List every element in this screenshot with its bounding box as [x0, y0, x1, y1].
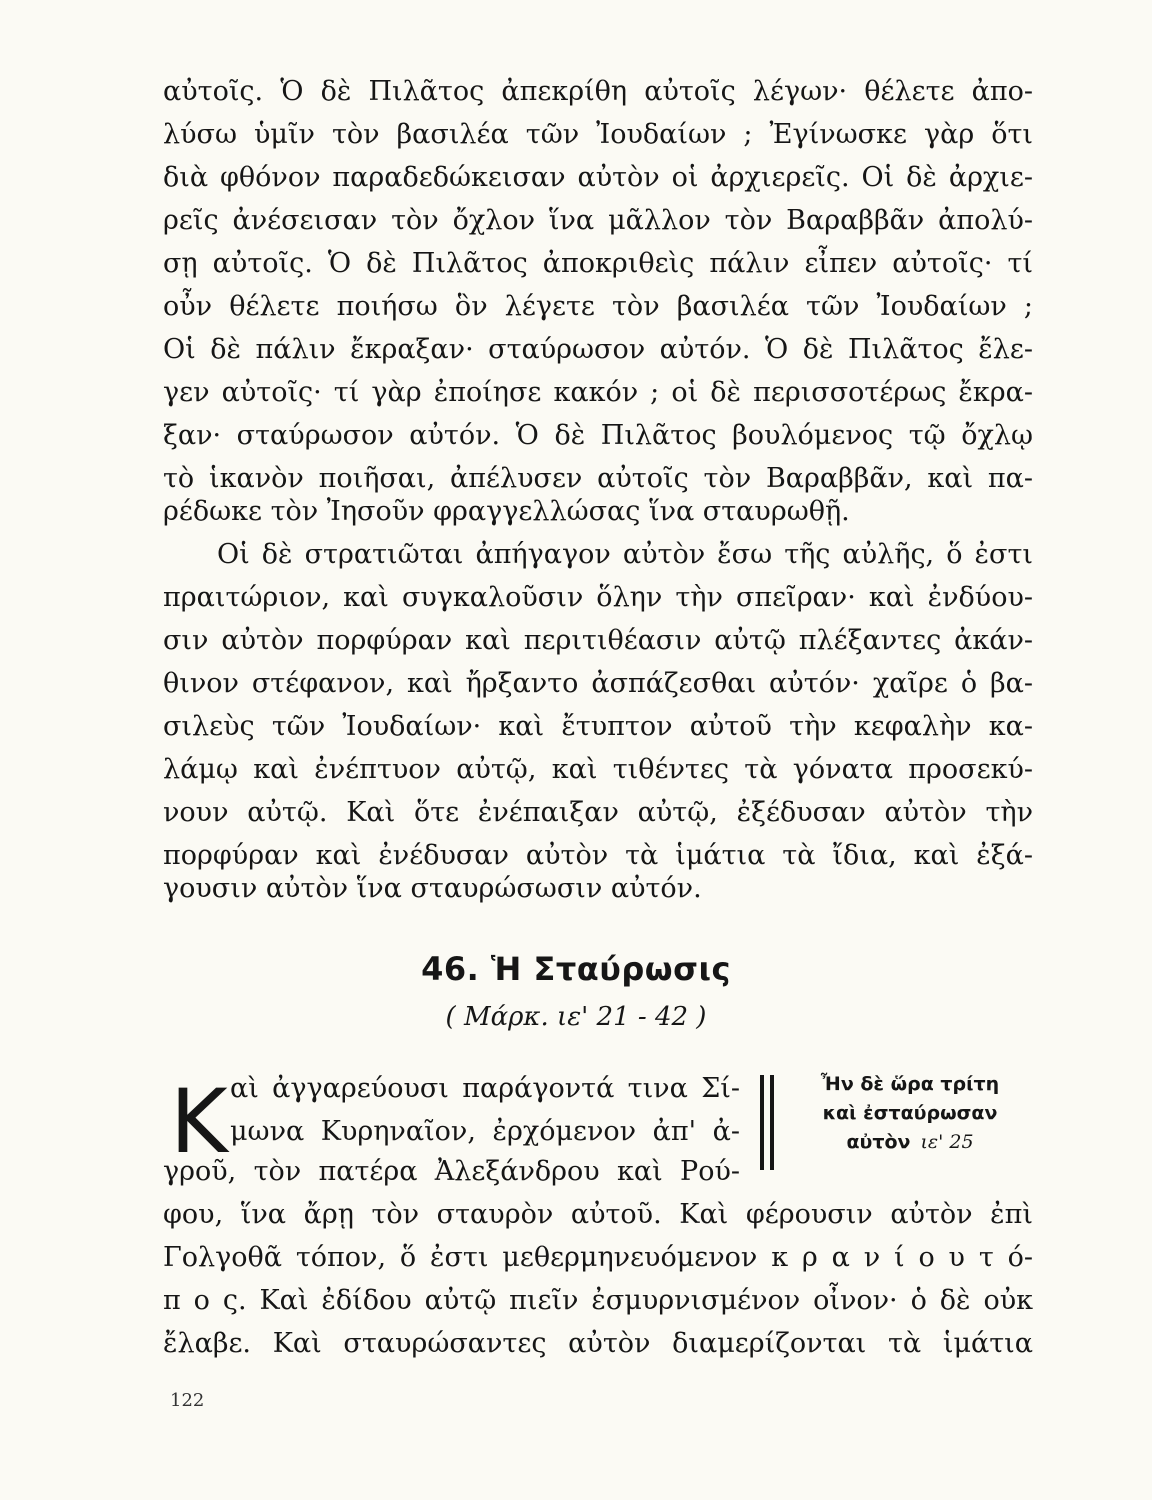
text-line: ἔλαβε. Καὶ σταυρώσαντες αὐτὸν διαμερίζονται τὰ ἱμάτια — [163, 1328, 1033, 1359]
text-line: Οἱ δὲ στρατιῶται ἀπήγαγον αὐτὸν ἔσω τῆς αὐλῆς, ὅ ἐστι — [217, 539, 1033, 570]
section-heading: 46. Ἡ Σταύρωσις — [421, 950, 731, 988]
drop-cap: Κ — [170, 1070, 228, 1173]
text-line: πορφύραν καὶ ἐνέδυσαν αὐτὸν τὰ ἱμάτια τὰ ἴδια, καὶ ἐξά- — [163, 840, 1033, 871]
text-line: τὸ ἱκανὸν ποιῆσαι, ἀπέλυσεν αὐτοῖς τὸν Βαραββᾶν, καὶ πα- — [163, 463, 1033, 494]
double-rule-divider — [760, 1075, 776, 1170]
text-line: μωνα Κυρηναῖον, ἐρχόμενον ἀπ' ἀ- — [230, 1116, 740, 1147]
page-number: 122 — [170, 1390, 205, 1411]
text-line: σιλεὺς τῶν Ἰουδαίων· καὶ ἔτυπτον αὐτοῦ τὴν κεφαλὴν κα- — [163, 711, 1033, 742]
text-line: θινον στέφανον, καὶ ἤρξαντο ἀσπάζεσθαι αὐτόν· χαῖρε ὁ βα- — [163, 668, 1033, 699]
text-line: φου, ἵνα ἄρῃ τὸν σταυρὸν αὐτοῦ. Καὶ φέρουσιν αὐτὸν ἐπὶ — [163, 1199, 1033, 1230]
text-line: οὖν θέλετε ποιήσω ὃν λέγετε τὸν βασιλέα τῶν Ἰουδαίων ; — [163, 291, 1033, 322]
text-line: νουν αὐτῷ. Καὶ ὅτε ἐνέπαιξαν αὐτῷ, ἐξέδυσαν αὐτὸν τὴν — [163, 797, 1033, 828]
text-line: σῃ αὐτοῖς. Ὁ δὲ Πιλᾶτος ἀποκριθεὶς πάλιν εἶπεν αὐτοῖς· τί — [163, 248, 1033, 279]
margin-note-line: αὐτὸν — [846, 1131, 911, 1153]
text-line: σιν αὐτὸν πορφύραν καὶ περιτιθέασιν αὐτῷ πλέξαντες ἀκάν- — [163, 625, 1033, 656]
margin-note — [780, 1070, 1040, 1157]
text-line: γροῦ, τὸν πατέρα Ἀλεξάνδρου καὶ Ρού- — [163, 1156, 740, 1187]
text-line: Οἱ δὲ πάλιν ἔκραξαν· σταύρωσον αὐτόν. Ὁ δὲ Πιλᾶτος ἔλε- — [163, 334, 1033, 365]
text-line: λάμῳ καὶ ἐνέπτυον αὐτῷ, καὶ τιθέντες τὰ γόνατα προσεκύ- — [163, 754, 1033, 785]
text-line: διὰ φθόνον παραδεδώκεισαν αὐτὸν οἱ ἀρχιερεῖς. Οἱ δὲ ἀρχιε- — [163, 162, 1033, 193]
margin-note-line: Ἦν δὲ ὥρα τρίτη — [820, 1073, 1000, 1095]
margin-note-line: καὶ ἐσταύρωσαν — [822, 1102, 998, 1124]
text-line: γουσιν αὐτὸν ἵνα σταυρώσωσιν αὐτόν. — [163, 873, 702, 904]
text-line: λύσω ὑμῖν τὸν βασιλέα τῶν Ἰουδαίων ; Ἐγίνωσκε γὰρ ὅτι — [163, 119, 1033, 150]
scripture-reference: ( Μάρκ. ιε' 21 - 42 ) — [445, 1002, 707, 1032]
text-line: ρεῖς ἀνέσεισαν τὸν ὄχλον ἵνα μᾶλλον τὸν Βαραββᾶν ἀπολύ- — [163, 205, 1033, 236]
text-line: γεν αὐτοῖς· τί γὰρ ἐποίησε κακόν ; οἱ δὲ περισσοτέρως ἔκρα- — [163, 377, 1033, 408]
margin-note-line-group — [780, 1128, 1040, 1157]
text-line: ρέδωκε τὸν Ἰησοῦν φραγγελλώσας ἵνα σταυρωθῇ. — [163, 496, 850, 527]
text-line: πραιτώριον, καὶ συγκαλοῦσιν ὅλην τὴν σπεῖραν· καὶ ἐνδύου- — [163, 582, 1033, 613]
text-line: π ο ς. Καὶ ἐδίδου αὐτῷ πιεῖν ἐσμυρνισμένον οἶνον· ὁ δὲ οὐκ — [163, 1285, 1033, 1316]
text-line: αὐτοῖς. Ὁ δὲ Πιλᾶτος ἀπεκρίθη αὐτοῖς λέγων· θέλετε ἀπο- — [163, 76, 1033, 107]
margin-note-reference: ιε' 25 — [920, 1131, 974, 1153]
text-line: ξαν· σταύρωσον αὐτόν. Ὁ δὲ Πιλᾶτος βουλόμενος τῷ ὄχλῳ — [163, 420, 1033, 451]
text-line: αὶ ἀγγαρεύουσι παράγοντά τινα Σί- — [230, 1073, 740, 1104]
text-line: Γολγοθᾶ τόπον, ὅ ἐστι μεθερμηνευόμενον κ ρ α ν ί ο υ τ ό- — [163, 1242, 1033, 1273]
